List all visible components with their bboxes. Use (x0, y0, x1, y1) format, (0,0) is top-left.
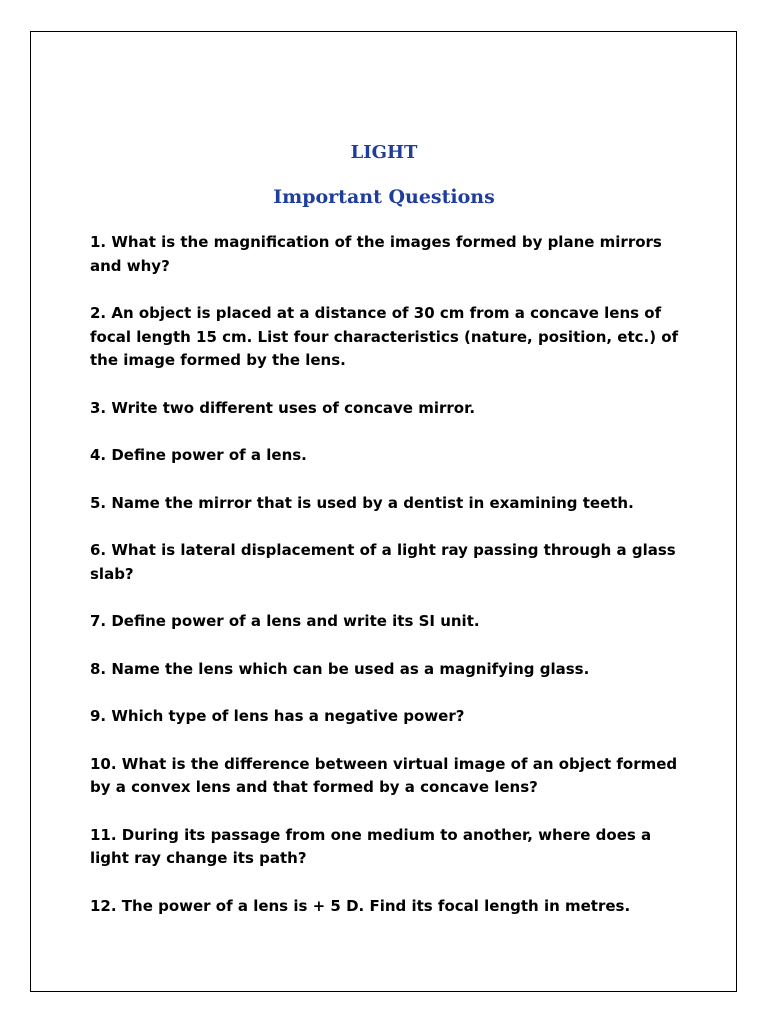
question-item-4: 4. Define power of a lens. (90, 446, 307, 464)
question-item-6: 6. What is lateral displacement of a light ray passing through a glass slab? (90, 541, 676, 583)
question-item-1: 1. What is the magnification of the images formed by plane mirrors and why? (90, 233, 662, 275)
question-item-3: 3. Write two different uses of concave mirror. (90, 398, 476, 417)
question-item-8: 8. Name the lens which can be used as a magnifying glass. (90, 659, 590, 678)
question-item-10: 10. What is the difference between virtual image of an object formed by a convex lens and that formed by a concave lens? (90, 754, 678, 796)
question-item-7: 7. Define power of a lens and write its SI unit. (90, 612, 480, 630)
question-item-12: 12. The power of a lens is + 5 D. Find its focal length in metres. (90, 896, 631, 915)
question-item-5: 5. Name the mirror that is used by a dentist in examining teeth. (90, 493, 634, 512)
question-item-9: 9. Which type of lens has a negative power? (90, 707, 465, 725)
question-list (90, 231, 690, 942)
question-item-11: 11. During its passage from one medium to another, where does a light ray change its path? (90, 825, 652, 867)
document-title: LIGHT (350, 142, 418, 163)
document-subtitle: Important Questions (273, 186, 495, 208)
question-item-2: 2. An object is placed at a distance of 30 cm from a concave lens of focal length 15 cm. List four characteristics (nature, position, etc.) of the image formed by the lens. (90, 304, 679, 369)
